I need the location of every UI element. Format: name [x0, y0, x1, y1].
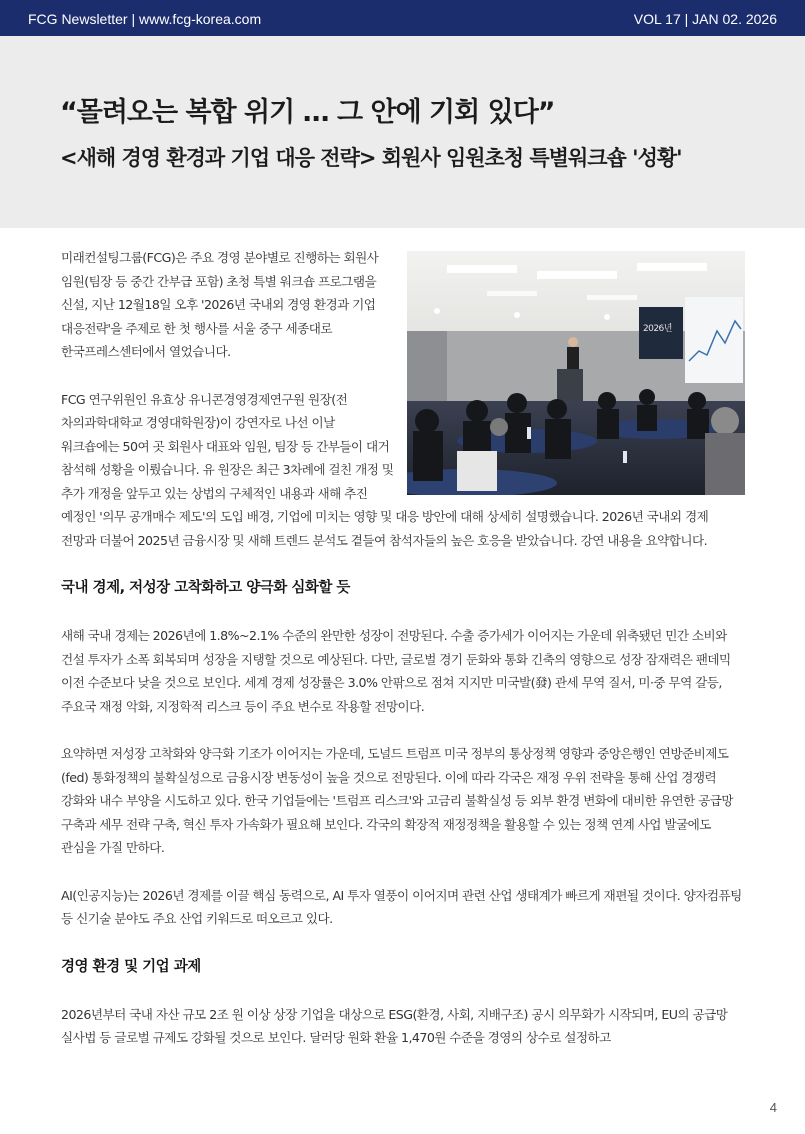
headline-banner: [0, 36, 805, 228]
article-paragraph: AI(인공지능)는 2026년 경제를 이끌 핵심 동력으로, AI 투자 열풍이 이어지며 관련 산업 생태계가 빠르게 재편될 것이다. 양자컴퓨팅 등 신기술 분야도 주요 산업 키워드로 떠오르고 있다.: [61, 887, 742, 926]
screen-text: 2026년: [643, 324, 672, 334]
article-paragraph: 새해 국내 경제는 2026년에 1.8%~2.1% 수준의 완만한 성장이 전망된다. 수출 증가세가 이어지는 가운데 위축됐던 민간 소비와 건설 투자가 소폭 회복되며 성장을 지탱할 것으로 예상된다. 다만, 글로벌 경기 둔화와 통화 긴축의 영향으로 성장 잠재력은 팬데믹 이전 수준보다 낮을 것으로 보인다. 세계 경제 성장률은 3.0% 안팎으로 점쳐 지지만 미국발(發) 관세 무역 질서, 미·중 무역 갈등, 주요국 재정 악화, 지정학적 리스크 등이 주요 변수로 작용할 전망이다.: [61, 628, 731, 714]
page-number: 4: [769, 1100, 777, 1115]
seminar-photo: [407, 251, 745, 495]
headline-subtitle: <새해 경영 환경과 기업 대응 전략> 회원사 임원초청 특별워크숍 '성황': [60, 146, 682, 170]
section-heading: 국내 경제, 저성장 고착화하고 양극화 심화할 듯: [61, 580, 350, 596]
article-body: [61, 246, 745, 1050]
issue-label: VOL 17 | JAN 02. 2026: [633, 11, 777, 27]
section-heading: 경영 환경 및 기업 과제: [61, 958, 201, 975]
article-paragraph: 요약하면 저성장 고착화와 양극화 기조가 이어지는 가운데, 도널드 트럼프 미국 정부의 통상정책 영향과 중앙은행인 연방준비제도(fed) 통화정책의 불확실성으로 금융시장 변동성이 높을 것으로 전망된다. 이에 따라 각국은 재정 우위 전략을 통해 산업 경쟁력 강화와 내수 부양을 시도하고 있다. 한국 기업들에는 '트럼프 리스크'와 고금리 불확실성 등 외부 환경 변화에 대비한 유연한 공급망 구축과 세무 전략 구축, 혁신 투자 가속화가 필요해 보인다. 각국의 확장적 재정정책을 활용할 수 있는 정책 연계 사업 발굴에도 관심을 가질 만하다.: [61, 746, 733, 855]
article-paragraph: FCG 연구위원인 유효상 유니콘경영경제연구원 원장(전 차의과학대학교 경영대학원장)이 강연자로 나선 이날 워크숍에는 50여 곳 회원사 대표와 임원, 팀장 등 간부들이 대거 참석해 성황을 이뤘습니다. 유 원장은 최근 3차례에 걸친 개정 및 추가 개정을 앞두고 있는 상법의 구체적인 내용과 새해 추진 예정인 '의무 공개매수 제도'의 도입 배경, 기업에 미치는 영향 및 대응 방안에 대해 상세히 설명했습니다. 2026년 국내외 경제 전망과 더불어 2025년 금융시장 및 새해 트렌드 분석도 곁들여 참석자들의 높은 호응을 받았습니다. 강연 내용을 요약합니다.: [61, 391, 709, 548]
article-paragraph: 2026년부터 국내 자산 규모 2조 원 이상 상장 기업을 대상으로 ESG(환경, 사회, 지배구조) 공시 의무화가 시작되며, EU의 공급망 실사법 등 글로벌 규제도 강화될 것으로 보인다. 달러당 원화 환율 1,470원 수준을 경영의 상수로 설정하고: [61, 1006, 728, 1045]
newsletter-site-label: FCG Newsletter | www.fcg-korea.com: [28, 11, 262, 27]
seminar-photo-image: [407, 251, 745, 495]
article-paragraph: 미래컨설팅그룹(FCG)은 주요 경영 분야별로 진행하는 회원사 임원(팀장 등 중간 간부급 포함) 초청 특별 워크숍 프로그램을 신설, 지난 12월18일 오후 '2026년 국내외 경영 환경과 기업 대응전략'을 주제로 한 첫 행사를 서울 중구 세종대로 한국프레스센터에서 열었습니다.: [61, 250, 379, 359]
newsletter-header-bar: [0, 0, 805, 36]
headline-title: “몰려오는 복합 위기 … 그 안에 기회 있다”: [60, 97, 555, 128]
